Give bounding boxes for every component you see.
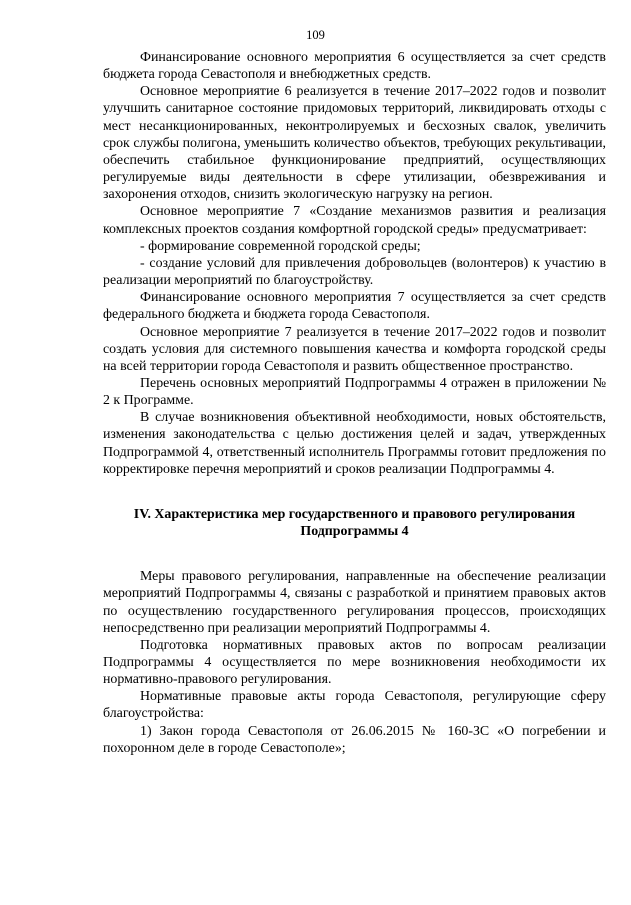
paragraph: Меры правового регулирования, направленные на обеспечение реализации мероприятий Подпрограммы 4, связаны с разработкой и принятием правовых актов по осуществлению государственного регулирования процессов, происходящих непосредственно при реализации мероприятий Подпрограммы 4. xyxy=(103,569,606,636)
list-item: - создание условий для привлечения добровольцев (волонтеров) к участию в реализации мероприятий по благоустройству. xyxy=(103,255,606,289)
page-number: 109 xyxy=(306,28,325,42)
section-heading-line: Подпрограммы 4 xyxy=(300,524,409,540)
paragraph: Финансирование основного мероприятия 7 осуществляется за счет средств федерального бюджета и бюджета города Севастополя. xyxy=(103,290,606,323)
paragraph: Основное мероприятие 7 «Создание механизмов развития и реализация комплексных проектов создания комфортной городской среды» предусматривает: xyxy=(103,204,606,237)
paragraph: Основное мероприятие 7 реализуется в течение 2017–2022 годов и позволит создать условия для системного повышения качества и комфорта городской среды на всей территории города Севастополя и развить общественное пространство. xyxy=(103,324,606,374)
list-item: 1) Закон города Севастополя от 26.06.2015 № 160-ЗС «О погребении и похоронном деле в городе Севастополе»; xyxy=(103,723,606,756)
paragraph: Основное мероприятие 6 реализуется в течение 2017–2022 годов и позволит улучшить санитарное состояние придомовых территорий, ликвидировать отходы с мест несанкционированных, неконтролируемых и бесхозных свалок, увеличить срок службы полигона, уменьшить количество объектов, требующих рекультивации, обеспечить стабильное функционирование предприятий, осуществляющих регулируемые виды деятельности в сфере утилизации, обезвреживания и захоронения отходов, снизить экологическую нагрузку на регион. xyxy=(103,84,606,203)
section-heading xyxy=(103,506,606,540)
paragraph: Финансирование основного мероприятия 6 осуществляется за счет средств бюджета города Севастополя и внебюджетных средств. xyxy=(103,50,606,83)
paragraph: Нормативные правовые акты города Севастополя, регулирующие сферу благоустройства: xyxy=(103,689,606,722)
paragraph: Перечень основных мероприятий Подпрограммы 4 отражен в приложении № 2 к Программе. xyxy=(103,375,606,409)
section-heading-line: IV. Характеристика мер государственного и правового регулирования xyxy=(133,506,576,522)
paragraph: Подготовка нормативных правовых актов по вопросам реализации Подпрограммы 4 осуществляется по мере возникновения необходимости их нормативно-правового регулирования. xyxy=(103,637,606,688)
spacer xyxy=(103,540,606,568)
document-body xyxy=(103,49,606,757)
paragraph: В случае возникновения объективной необходимости, новых обстоятельств, изменения законодательства с целью достижения целей и задач, утвержденных Подпрограммой 4, ответственный исполнитель Программы готовит предложения по корректировке перечня мероприятий и сроков реализации Подпрограммы 4. xyxy=(103,410,606,477)
list-item: - формирование современной городской среды; xyxy=(140,238,421,254)
